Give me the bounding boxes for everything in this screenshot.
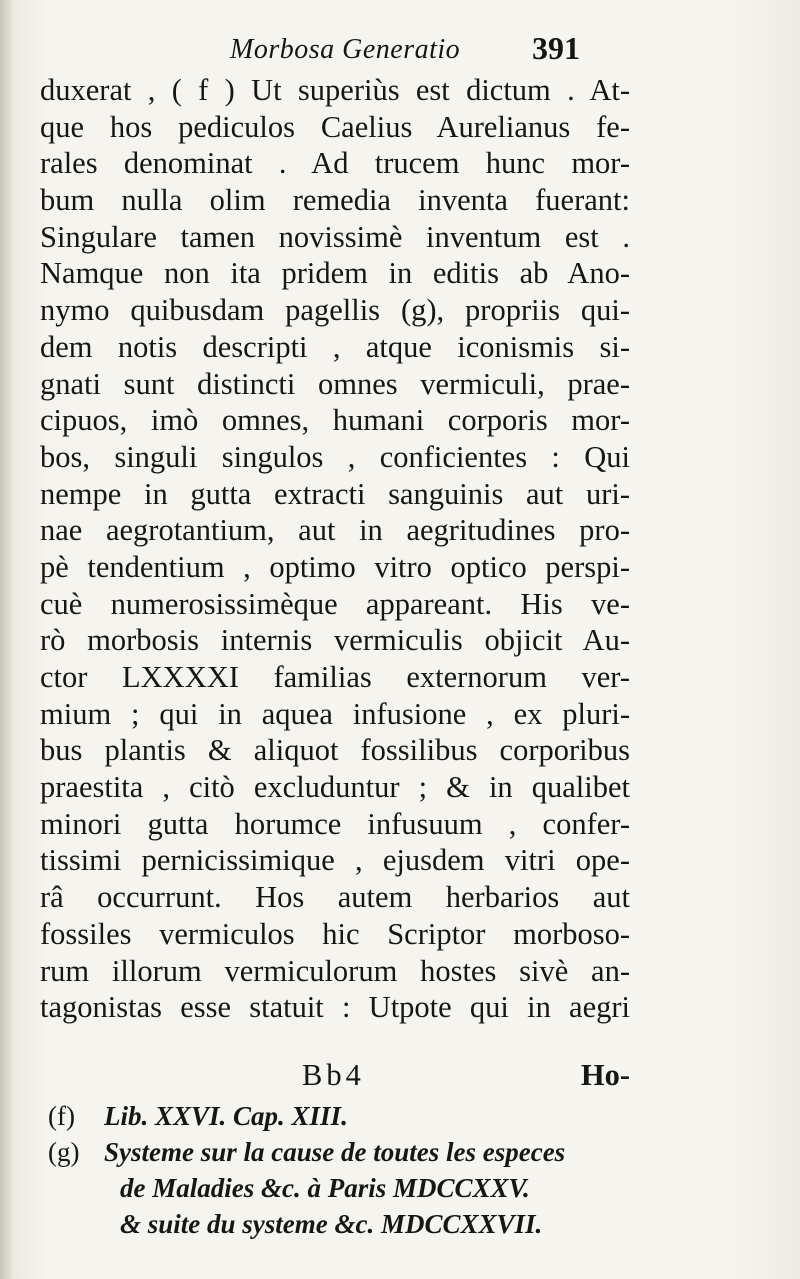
text-line: rò morbosis internis vermiculis objicit Au- — [40, 623, 630, 658]
page-header — [0, 30, 800, 70]
page-number: 391 — [532, 30, 580, 66]
text-line: tagonistas esse statuit : Utpote qui in aegri — [40, 990, 630, 1025]
text-line: bus plantis & aliquot fossilibus corporibus — [40, 733, 630, 768]
text-line: dem notis descripti , atque iconismis si- — [40, 329, 630, 364]
footnote-text: de Maladies &c. à Paris MDCCXXV. — [120, 1173, 530, 1203]
text-line: cipuos, imò omnes, humani corporis mor- — [40, 403, 630, 438]
footnote-text: & suite du systeme &c. MDCCXXVII. — [120, 1209, 543, 1239]
text-line: Singulare tamen novissimè inventum est . — [40, 219, 630, 254]
footnote-g — [40, 1134, 640, 1170]
footnote-text: Lib. XXVI. Cap. XIII. — [104, 1101, 348, 1131]
text-line: nae aegrotantium, aut in aegritudines pro- — [40, 513, 630, 548]
text-line: bos, singuli singulos , conficientes : Qui — [40, 439, 630, 474]
running-head: Morbosa Generatio — [230, 34, 461, 65]
text-line: praestita , citò excluduntur ; & in qualibet — [40, 770, 630, 805]
signature-row — [40, 1058, 630, 1098]
text-line: râ occurrunt. Hos autem herbarios aut — [40, 880, 630, 915]
signature-mark: Bb4 — [302, 1058, 365, 1092]
footnote-f — [40, 1098, 640, 1134]
text-line: bum nulla olim remedia inventa fuerant: — [40, 183, 630, 218]
footnote-mark: (f) — [48, 1101, 75, 1131]
text-line: rum illorum vermiculorum hostes sivè an- — [40, 953, 630, 988]
text-line: cuè numerosissimèque appareant. His ve- — [40, 586, 630, 621]
text-line: pè tendentium , optimo vitro optico perspi- — [40, 549, 630, 584]
footnote-g-continued — [40, 1206, 640, 1242]
text-line: duxerat , ( f ) Ut superiùs est dictum . At- — [40, 73, 630, 107]
text-line: Namque non ita pridem in editis ab Ano- — [40, 256, 630, 291]
text-line: gnati sunt distincti omnes vermiculi, prae- — [40, 366, 630, 401]
text-line: nymo quibusdam pagellis (g), propriis qui- — [40, 293, 630, 328]
text-line: nempe in gutta extracti sanguinis aut uri- — [40, 476, 630, 511]
footnote-mark: (g) — [48, 1137, 80, 1167]
text-line: fossiles vermiculos hic Scriptor morboso- — [40, 916, 630, 951]
body-text — [40, 72, 630, 1026]
text-line: que hos pediculos Caelius Aurelianus fe- — [40, 109, 630, 144]
catchword: Ho- — [580, 1058, 630, 1092]
spine-shadow — [0, 0, 14, 1279]
text-line: ctor LXXXXI familias externorum ver- — [40, 660, 630, 694]
text-line: tissimi pernicissimique , ejusdem vitri ope- — [40, 843, 630, 878]
footnote-g-continued — [40, 1170, 640, 1206]
text-line: mium ; qui in aquea infusione , ex pluri- — [40, 696, 630, 731]
footnotes — [40, 1098, 640, 1242]
text-line: rales denominat . Ad trucem hunc mor- — [40, 146, 630, 181]
text-line: minori gutta horumce infusuum , confer- — [40, 806, 630, 841]
footnote-text: Systeme sur la cause de toutes les especes — [104, 1137, 566, 1167]
